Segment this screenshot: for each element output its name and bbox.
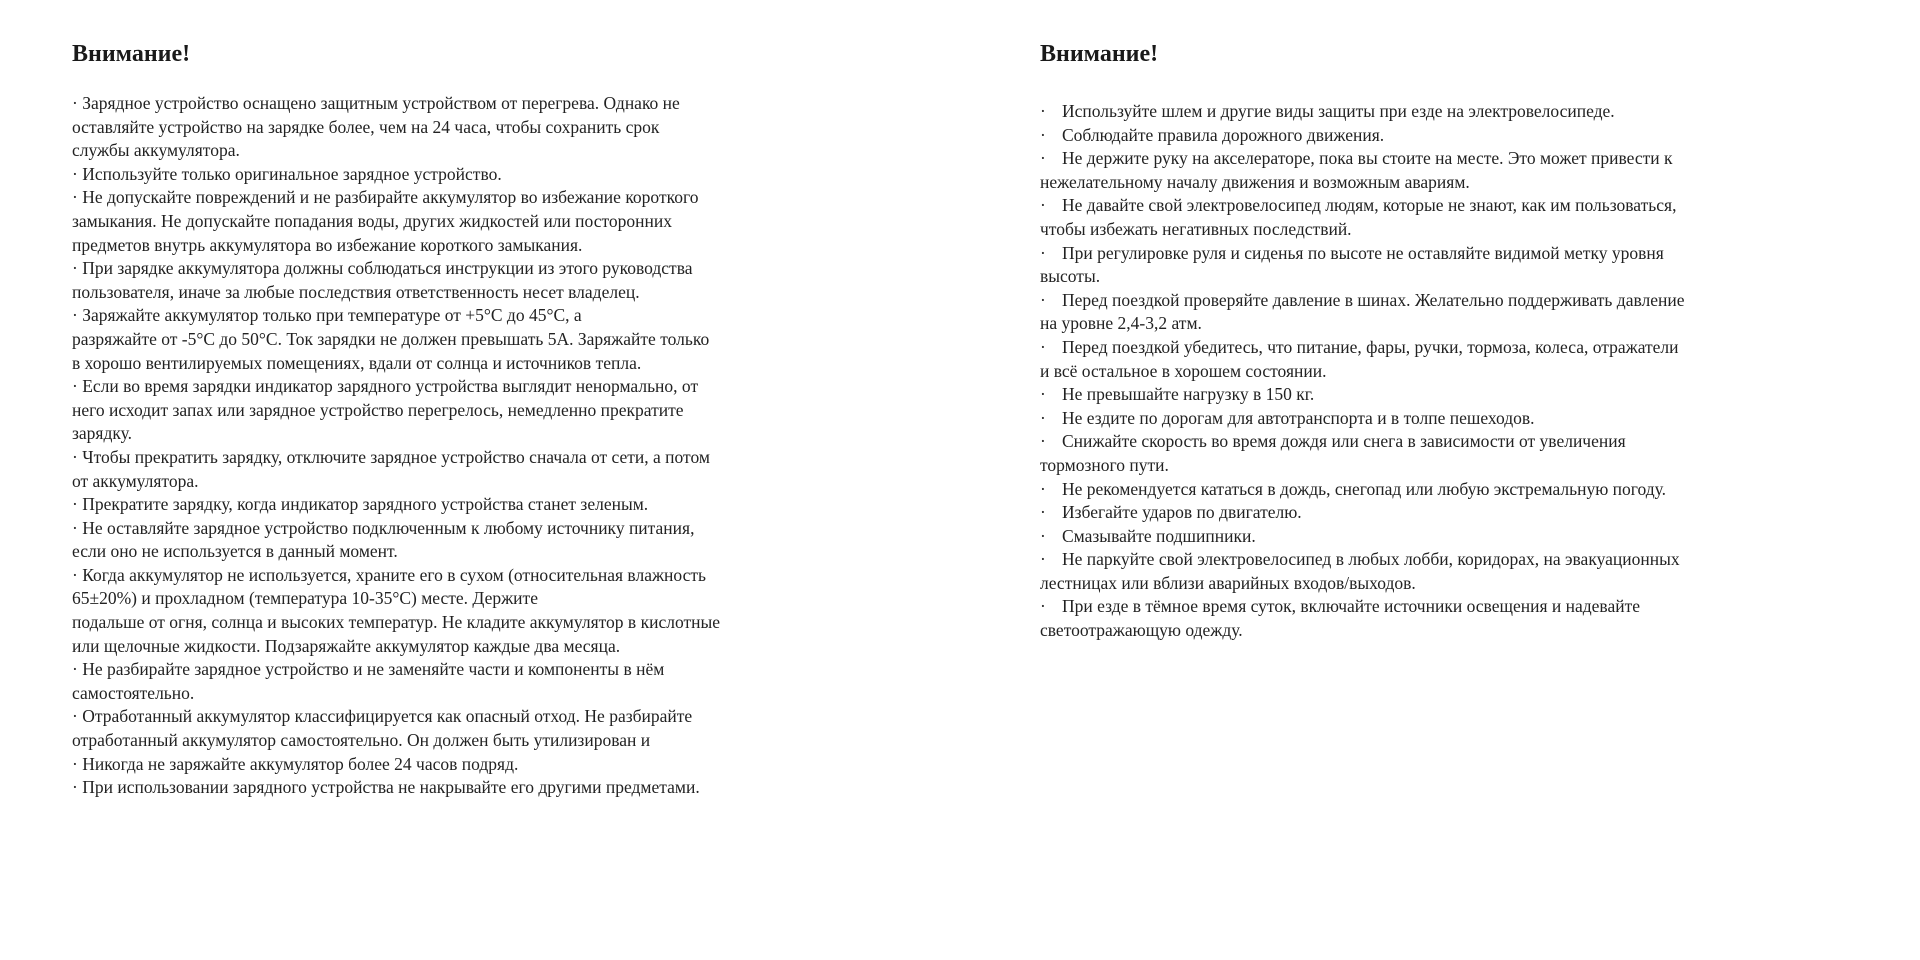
list-item-line [1040, 100, 1685, 124]
text-line: 65±20%) и прохладном (температура 10-35°С) месте. Держите [72, 588, 538, 609]
list-item-text: высоты. [1040, 266, 1101, 287]
list-item-line [1040, 171, 1685, 195]
list-item-line [1040, 289, 1685, 313]
bullet-mark: · [1040, 478, 1046, 499]
text-line: самостоятельно. [72, 682, 195, 703]
list-item-text: Не рекомендуется кататься в дождь, снегопад или любую экстремальную погоду. [1062, 478, 1667, 499]
list-item-line [1040, 147, 1685, 171]
list-item-line [1040, 360, 1685, 384]
bullet-mark: · [1040, 195, 1046, 216]
text-line: замыкания. Не допускайте попадания воды, других жидкостей или посторонних [72, 210, 672, 231]
text-line: · Отработанный аккумулятор классифицируется как опасный отход. Не разбирайте [72, 706, 693, 727]
text-line: · Не оставляйте зарядное устройство подключенным к любому источнику питания, [72, 517, 695, 538]
bullet-mark: · [1040, 101, 1046, 121]
list-item-line [1040, 501, 1685, 525]
left-page-heading: Внимание! [72, 41, 191, 67]
list-item-line [1040, 383, 1685, 407]
list-item-text: на уровне 2,4-3,2 атм. [1040, 313, 1202, 334]
text-line: · При зарядке аккумулятора должны соблюдаться инструкции из этого руководства [72, 258, 693, 279]
list-item-text: Соблюдайте правила дорожного движения. [1062, 124, 1385, 145]
list-item-text: Не паркуйте свой электровелосипед в любых лобби, коридорах, на эвакуационных [1062, 549, 1680, 570]
text-line: или щелочные жидкости. Подзаряжайте аккумулятор каждые два месяца. [72, 635, 621, 656]
list-item-line [1040, 218, 1685, 242]
bullet-mark: · [1040, 407, 1046, 428]
list-item-line [1040, 194, 1685, 218]
text-line: · Прекратите зарядку, когда индикатор зарядного устройства станет зеленым. [72, 494, 649, 515]
text-line: · Зарядное устройство оснащено защитным устройством от перегрева. Однако не [72, 93, 680, 113]
text-line: в хорошо вентилируемых помещениях, вдали от солнца и источников тепла. [72, 352, 642, 373]
list-item-line [1040, 478, 1685, 502]
text-line: · Не разбирайте зарядное устройство и не заменяйте части и компоненты в нём [72, 659, 665, 680]
list-item-text: Не держите руку на акселераторе, пока вы стоите на месте. Это может привести к [1062, 148, 1673, 169]
bullet-mark: · [1040, 502, 1046, 523]
text-line: предметов внутрь аккумулятора во избежание короткого замыкания. [72, 234, 583, 255]
text-line: · Когда аккумулятор не используется, храните его в сухом (относительная влажность [72, 564, 707, 585]
list-item-text: чтобы избежать негативных последствий. [1040, 218, 1352, 239]
list-item-text: и всё остальное в хорошем состоянии. [1040, 360, 1327, 381]
list-item-text: Не давайте свой электровелосипед людям, которые не знают, как им пользоваться, [1062, 195, 1677, 216]
text-line: него исходит запах или зарядное устройство перегрелось, немедленно прекратите [72, 399, 684, 420]
bullet-mark: · [1040, 596, 1046, 617]
bullet-mark: · [1040, 336, 1046, 357]
list-item-text: Избегайте ударов по двигателю. [1062, 502, 1302, 523]
bullet-mark: · [1040, 124, 1046, 145]
list-item-line [1040, 124, 1685, 148]
list-item-line [1040, 525, 1685, 549]
list-item-line [1040, 572, 1685, 596]
text-line: · При использовании зарядного устройства не накрывайте его другими предметами. [72, 777, 700, 798]
list-item-line [1040, 454, 1685, 478]
text-line: если оно не используется в данный момент. [72, 541, 398, 562]
text-line: подальше от огня, солнца и высоких температур. Не кладите аккумулятор в кислотные [72, 612, 720, 633]
list-item-text: светоотражающую одежду. [1040, 620, 1243, 641]
list-item-line [1040, 595, 1685, 619]
list-item-line [1040, 336, 1685, 360]
list-item-text: лестницах или вблизи аварийных входов/выходов. [1040, 572, 1416, 593]
bullet-mark: · [1040, 289, 1046, 310]
bullet-mark: · [1040, 384, 1046, 405]
bullet-mark: · [1040, 549, 1046, 570]
list-item-text: Перед поездкой проверяйте давление в шинах. Желательно поддерживать давление [1062, 289, 1685, 310]
list-item-text: При езде в тёмное время суток, включайте источники освещения и надевайте [1062, 596, 1640, 617]
right-page-heading: Внимание! [1040, 41, 1159, 67]
list-item-line [1040, 242, 1685, 266]
left-page-text [72, 92, 720, 800]
text-line: службы аккумулятора. [72, 140, 240, 161]
text-line: оставляйте устройство на зарядке более, чем на 24 часа, чтобы сохранить срок [72, 116, 660, 137]
text-line: пользователя, иначе за любые последствия ответственность несет владелец. [72, 281, 640, 302]
list-item-text: Снижайте скорость во время дождя или снега в зависимости от увеличения [1062, 431, 1626, 452]
list-item-line [1040, 265, 1685, 289]
list-item-text: Не ездите по дорогам для автотранспорта и в толпе пешеходов. [1062, 407, 1535, 428]
list-item-text: нежелательному началу движения и возможным авариям. [1040, 171, 1470, 192]
list-item-line [1040, 407, 1685, 431]
list-item-text: Перед поездкой убедитесь, что питание, фары, ручки, тормоза, колеса, отражатели [1062, 336, 1679, 357]
list-item-text: тормозного пути. [1040, 454, 1169, 475]
list-item-text: При регулировке руля и сиденья по высоте не оставляйте видимой метку уровня [1062, 242, 1664, 263]
bullet-mark: · [1040, 148, 1046, 169]
bullet-mark: · [1040, 431, 1046, 452]
right-page-text [1040, 100, 1685, 643]
list-item-line [1040, 548, 1685, 572]
text-line: от аккумулятора. [72, 470, 199, 491]
text-line: · Никогда не заряжайте аккумулятор более 24 часов подряд. [72, 753, 519, 774]
bullet-mark: · [1040, 242, 1046, 263]
text-line: · Заряжайте аккумулятор только при температуре от +5°С до 45°С, а [72, 305, 582, 326]
text-line: · Используйте только оригинальное зарядное устройство. [72, 163, 502, 184]
text-line: · Чтобы прекратить зарядку, отключите зарядное устройство сначала от сети, а потом [72, 446, 710, 467]
text-line: · Не допускайте повреждений и не разбирайте аккумулятор во избежание короткого [72, 187, 699, 208]
text-line: зарядку. [72, 423, 133, 444]
list-item-text: Используйте шлем и другие виды защиты при езде на электровелосипеде. [1062, 101, 1615, 121]
list-item-text: Не превышайте нагрузку в 150 кг. [1062, 384, 1315, 405]
text-line: отработанный аккумулятор самостоятельно. Он должен быть утилизирован и [72, 730, 651, 751]
text-line: разряжайте от -5°С до 50°С. Ток зарядки не должен превышать 5А. Заряжайте только [72, 328, 710, 349]
list-item-line [1040, 619, 1685, 643]
text-line: · Если во время зарядки индикатор зарядного устройства выглядит ненормально, от [72, 376, 699, 397]
list-item-text: Смазывайте подшипники. [1062, 525, 1256, 546]
bullet-mark: · [1040, 525, 1046, 546]
list-item-line [1040, 312, 1685, 336]
list-item-line [1040, 430, 1685, 454]
